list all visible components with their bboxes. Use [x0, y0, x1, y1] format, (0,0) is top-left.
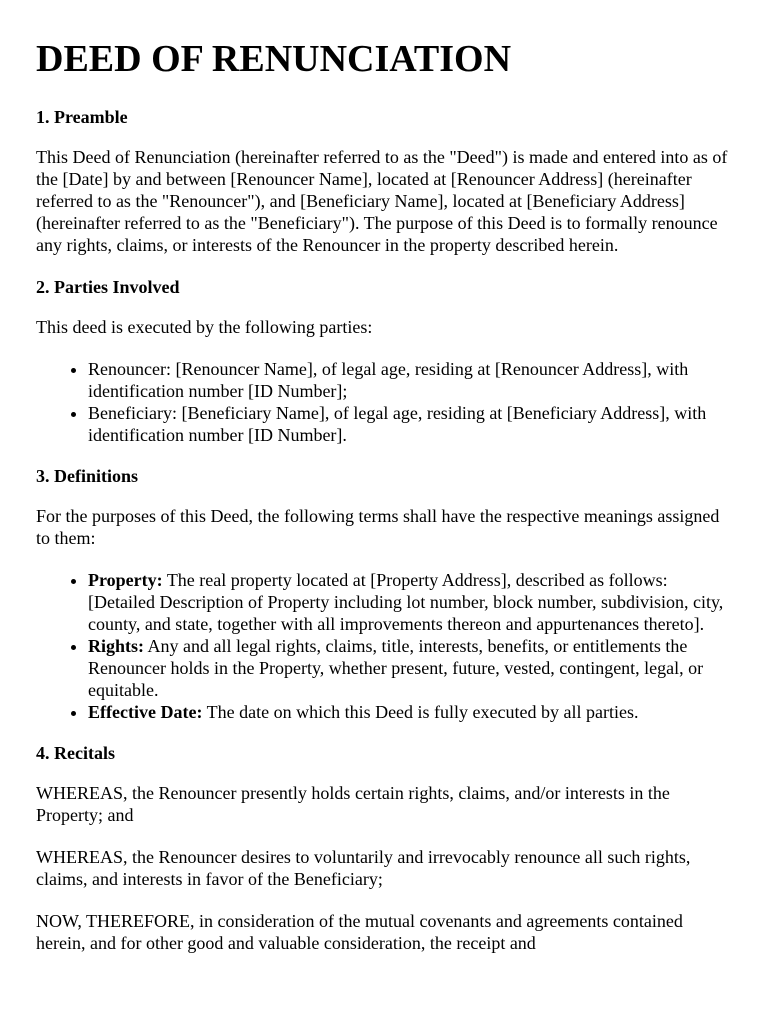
definition-text: The real property located at [Property Address], described as follows: [Detailed Description of Property including lot number, block number, subdivision, city, county, and state, together with all improvements thereon and appurtenances thereto]. — [88, 570, 724, 634]
section-parties-involved — [36, 276, 734, 446]
section-preamble — [36, 106, 734, 256]
paragraph: WHEREAS, the Renouncer presently holds certain rights, claims, and/or interests in the Property; and — [36, 783, 670, 825]
section-heading: 3. Definitions — [36, 466, 139, 486]
paragraph: NOW, THEREFORE, in consideration of the mutual covenants and agreements contained herein, and for other good and valuable consideration, the receipt and — [36, 911, 683, 953]
list-item: • Renouncer: [Renouncer Name], of legal age, residing at [Renouncer Address], with identification number [ID Number]; — [88, 358, 734, 402]
section-definitions — [36, 465, 734, 723]
list-item — [88, 569, 734, 635]
section-heading: 2. Parties Involved — [36, 277, 180, 297]
paragraph: For the purposes of this Deed, the following terms shall have the respective meanings assigned to them: — [36, 506, 720, 548]
list-item — [88, 635, 734, 701]
definition-term: Property: — [88, 570, 163, 590]
document-title: DEED OF RENUNCIATION — [36, 38, 512, 80]
paragraph: This Deed of Renunciation (hereinafter referred to as the "Deed") is made and entered into as of the [Date] by and between [Renouncer Name], located at [Renouncer Address] (hereinafter referred to as the "Renouncer"), and [Beneficiary Name], located at [Beneficiary Address] (hereinafter referred to as the "Beneficiary"). The purpose of this Deed is to formally renounce any rights, claims, or interests of the Renouncer in the property described herein. — [36, 147, 728, 255]
section-recitals — [36, 742, 734, 954]
paragraph: WHEREAS, the Renouncer desires to voluntarily and irrevocably renounce all such rights, claims, and interests in favor of the Beneficiary; — [36, 847, 691, 889]
definition-text: Any and all legal rights, claims, title, interests, benefits, or entitlements the Renouncer holds in the Property, whether present, future, vested, contingent, legal, or equitable. — [88, 636, 704, 700]
list-item: • Beneficiary: [Beneficiary Name], of legal age, residing at [Beneficiary Address], with identification number [ID Number]. — [88, 402, 734, 446]
parties-list — [36, 358, 734, 446]
definitions-list — [36, 569, 734, 723]
section-heading: 4. Recitals — [36, 743, 115, 763]
definition-term: Rights: — [88, 636, 145, 656]
list-item — [88, 701, 734, 723]
section-heading: 1. Preamble — [36, 107, 128, 127]
definition-term: Effective Date: — [88, 702, 203, 722]
definition-text: The date on which this Deed is fully executed by all parties. — [202, 702, 639, 722]
paragraph: This deed is executed by the following parties: — [36, 317, 373, 337]
